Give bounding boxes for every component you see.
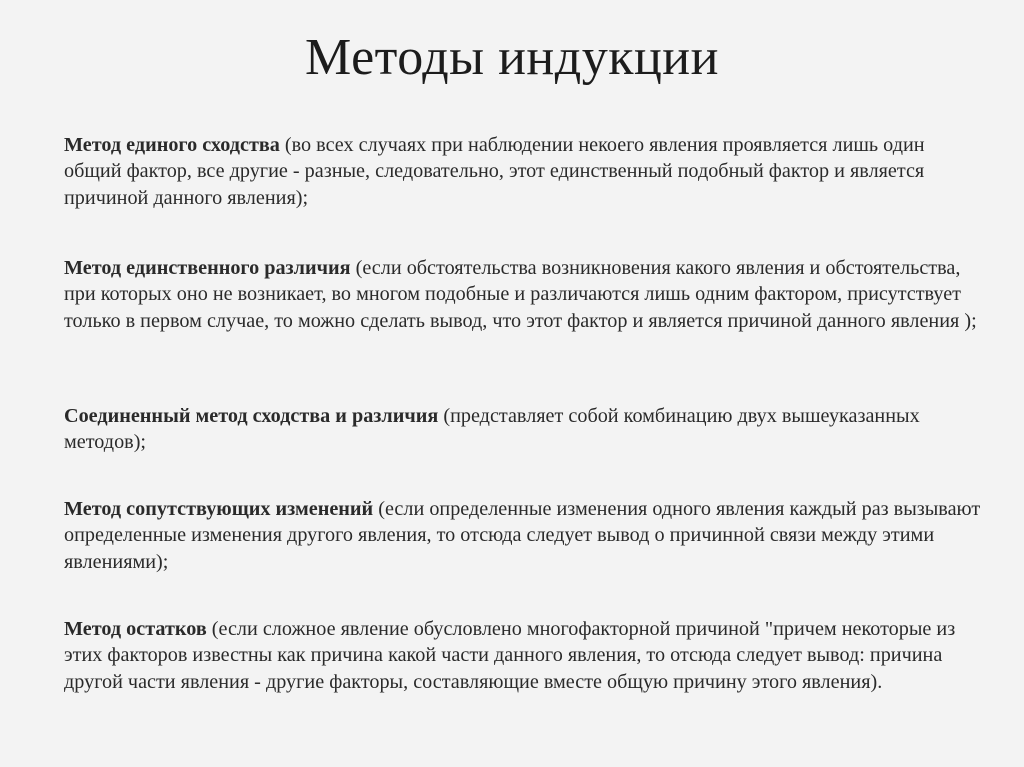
method-description: (во всех случаях при наблюдении некоего явления проявляется лишь один общий фактор, все другие - разные, следовательно, этот единственный подобный фактор и является причиной данного явления); <box>64 134 925 209</box>
method-name: Соединенный метод сходства и различия <box>64 405 439 427</box>
method-description: (представляет собой комбинацию двух вышеуказанных методов); <box>64 405 920 454</box>
method-item-single-difference <box>64 255 984 334</box>
method-description: (если обстоятельства возникновения какого явления и обстоятельства, при которых оно не возникает, во многом подобные и различаются лишь одним фактором, присутствует только в первом случае, то можно сделать вывод, что этот фактор и является причиной данного явления ); <box>64 257 977 332</box>
method-description: (если сложное явление обусловлено многофакторной причиной "причем некоторые из этих факторов известны как причина какой части данного явления, то отсюда следует вывод: причина другой части явления - другие факторы, составляющие вместе общую причину этого явления). <box>64 618 956 693</box>
method-item-concomitant-variations <box>64 496 984 575</box>
method-item-residues <box>64 616 984 695</box>
method-item-joint-method <box>64 403 984 456</box>
method-description: (если определенные изменения одного явления каждый раз вызывают определенные изменения другого явления, то отсюда следует вывод о причинной связи между этими явлениями); <box>64 498 981 573</box>
page-title: Методы индукции <box>305 29 719 86</box>
method-item-single-similarity <box>64 132 984 211</box>
method-name: Метод единого сходства <box>64 134 280 156</box>
method-name: Метод остатков <box>64 618 207 640</box>
method-name: Метод сопутствующих изменений <box>64 498 374 520</box>
method-name: Метод единственного различия <box>64 257 351 279</box>
